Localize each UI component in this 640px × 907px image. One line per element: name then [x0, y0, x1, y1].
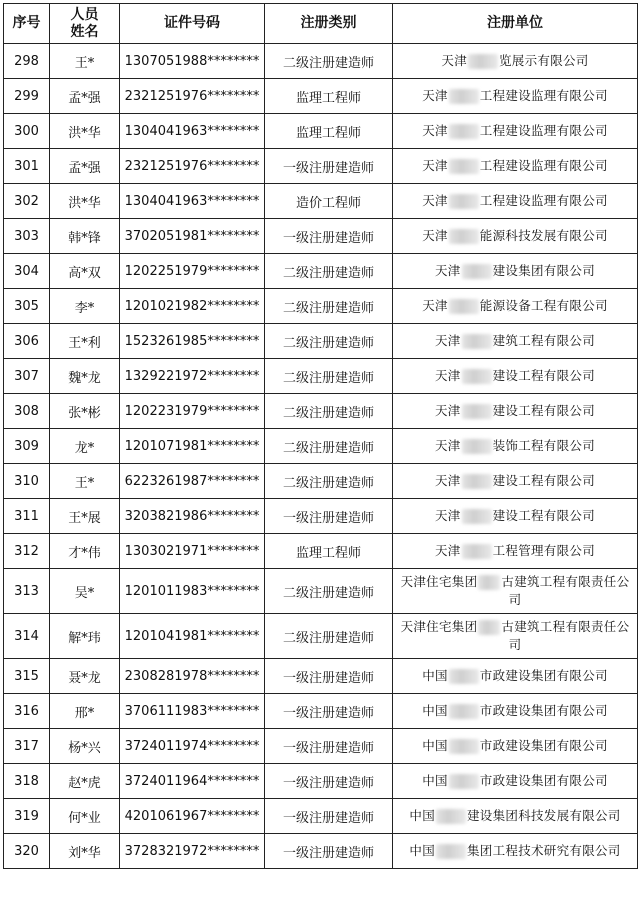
- unit-prefix: 天津: [434, 543, 461, 558]
- category-cell: 一级注册建造师: [265, 799, 393, 834]
- id-cell: 1304041963********: [120, 184, 265, 219]
- unit-suffix: 集团工程技术研究有限公司: [467, 843, 621, 858]
- name-cell: 龙*: [50, 429, 120, 464]
- unit-prefix: 天津住宅集团: [400, 574, 478, 589]
- unit-cell: [393, 394, 638, 429]
- unit-suffix: 工程建设监理有限公司: [479, 88, 608, 103]
- unit-cell: [393, 534, 638, 569]
- unit-prefix: 天津: [434, 333, 461, 348]
- unit-cell: [393, 79, 638, 114]
- table-row: [4, 499, 638, 534]
- unit-prefix: 天津: [441, 53, 467, 68]
- name-cell: 王*展: [50, 499, 120, 534]
- header-unit: 注册单位: [393, 4, 638, 44]
- unit-cell: [393, 149, 638, 184]
- category-cell: 一级注册建造师: [265, 764, 393, 799]
- redaction-blur: [468, 54, 498, 69]
- unit-prefix: 天津住宅集团: [400, 619, 478, 634]
- name-cell: 洪*华: [50, 114, 120, 149]
- id-cell: 2308281978********: [120, 659, 265, 694]
- seq-cell: 298: [4, 44, 50, 79]
- seq-cell: 309: [4, 429, 50, 464]
- id-cell: 1202231979********: [120, 394, 265, 429]
- unit-suffix: 览展示有限公司: [499, 53, 589, 68]
- redaction-blur: [462, 369, 492, 384]
- table-row: [4, 764, 638, 799]
- redaction-blur: [449, 159, 479, 174]
- redaction-blur: [449, 739, 479, 754]
- id-cell: 3728321972********: [120, 834, 265, 869]
- unit-cell: [393, 254, 638, 289]
- category-cell: 一级注册建造师: [265, 659, 393, 694]
- table-row: [4, 79, 638, 114]
- redaction-blur: [449, 704, 479, 719]
- id-cell: 1303021971********: [120, 534, 265, 569]
- seq-cell: 300: [4, 114, 50, 149]
- seq-cell: 306: [4, 324, 50, 359]
- name-cell: 韩*锋: [50, 219, 120, 254]
- name-cell: 解*玮: [50, 614, 120, 659]
- id-cell: 4201061967********: [120, 799, 265, 834]
- category-cell: 监理工程师: [265, 79, 393, 114]
- unit-suffix: 建设集团有限公司: [492, 263, 595, 278]
- table-row: [4, 729, 638, 764]
- name-cell: 王*: [50, 464, 120, 499]
- seq-cell: 319: [4, 799, 50, 834]
- seq-cell: 313: [4, 569, 50, 614]
- id-cell: 1329221972********: [120, 359, 265, 394]
- id-cell: 6223261987********: [120, 464, 265, 499]
- seq-cell: 320: [4, 834, 50, 869]
- unit-suffix: 古建筑工程有限责任公司: [501, 619, 630, 652]
- table-row: [4, 149, 638, 184]
- name-cell: 王*利: [50, 324, 120, 359]
- id-cell: 2321251976********: [120, 149, 265, 184]
- id-cell: 1201021982********: [120, 289, 265, 324]
- category-cell: 二级注册建造师: [265, 464, 393, 499]
- registration-table-sheet: [3, 3, 637, 869]
- category-cell: 二级注册建造师: [265, 324, 393, 359]
- unit-cell: [393, 569, 638, 614]
- category-cell: 二级注册建造师: [265, 429, 393, 464]
- name-cell: 孟*强: [50, 79, 120, 114]
- redaction-blur: [449, 89, 479, 104]
- header-id: 证件号码: [120, 4, 265, 44]
- unit-prefix: 天津: [422, 193, 448, 208]
- unit-suffix: 建设工程有限公司: [492, 368, 595, 383]
- seq-cell: 312: [4, 534, 50, 569]
- seq-cell: 311: [4, 499, 50, 534]
- unit-prefix: 天津: [434, 403, 461, 418]
- table-row: [4, 659, 638, 694]
- unit-prefix: 中国: [422, 773, 448, 788]
- seq-cell: 310: [4, 464, 50, 499]
- unit-cell: [393, 44, 638, 79]
- id-cell: 1304041963********: [120, 114, 265, 149]
- name-cell: 洪*华: [50, 184, 120, 219]
- table-row: [4, 359, 638, 394]
- table-row: [4, 799, 638, 834]
- header-category: 注册类别: [265, 4, 393, 44]
- name-cell: 李*: [50, 289, 120, 324]
- unit-prefix: 中国: [409, 843, 435, 858]
- category-cell: 一级注册建造师: [265, 219, 393, 254]
- table-row: [4, 534, 638, 569]
- category-cell: 一级注册建造师: [265, 149, 393, 184]
- name-cell: 高*双: [50, 254, 120, 289]
- unit-suffix: 装饰工程有限公司: [492, 438, 595, 453]
- category-cell: 造价工程师: [265, 184, 393, 219]
- redaction-blur: [462, 334, 492, 349]
- table-row: [4, 44, 638, 79]
- name-cell: 王*: [50, 44, 120, 79]
- table-row: [4, 289, 638, 324]
- table-row: [4, 254, 638, 289]
- unit-suffix: 能源设备工程有限公司: [479, 298, 608, 313]
- table-row: [4, 429, 638, 464]
- seq-cell: 317: [4, 729, 50, 764]
- id-cell: 1201041981********: [120, 614, 265, 659]
- unit-cell: [393, 289, 638, 324]
- table-row: [4, 694, 638, 729]
- id-cell: 1201071981********: [120, 429, 265, 464]
- id-cell: 3702051981********: [120, 219, 265, 254]
- unit-prefix: 天津: [434, 438, 461, 453]
- redaction-blur: [462, 544, 492, 559]
- unit-prefix: 天津: [422, 298, 448, 313]
- seq-cell: 314: [4, 614, 50, 659]
- seq-cell: 307: [4, 359, 50, 394]
- category-cell: 二级注册建造师: [265, 359, 393, 394]
- seq-cell: 308: [4, 394, 50, 429]
- unit-cell: [393, 729, 638, 764]
- redaction-blur: [449, 194, 479, 209]
- table-row: [4, 114, 638, 149]
- unit-cell: [393, 114, 638, 149]
- name-cell: 赵*虎: [50, 764, 120, 799]
- name-cell: 魏*龙: [50, 359, 120, 394]
- category-cell: 一级注册建造师: [265, 499, 393, 534]
- redaction-blur: [478, 575, 500, 590]
- unit-prefix: 天津: [422, 88, 448, 103]
- redaction-blur: [462, 509, 492, 524]
- redaction-blur: [436, 844, 466, 859]
- redaction-blur: [449, 124, 479, 139]
- id-cell: 1202251979********: [120, 254, 265, 289]
- unit-prefix: 天津: [434, 508, 461, 523]
- unit-prefix: 天津: [422, 228, 448, 243]
- table-row: [4, 219, 638, 254]
- table-row: [4, 324, 638, 359]
- id-cell: 1201011983********: [120, 569, 265, 614]
- redaction-blur: [449, 299, 479, 314]
- unit-suffix: 古建筑工程有限责任公司: [501, 574, 630, 607]
- unit-prefix: 天津: [434, 368, 461, 383]
- category-cell: 二级注册建造师: [265, 254, 393, 289]
- unit-prefix: 中国: [409, 808, 435, 823]
- header-name-line2: 姓名: [70, 23, 99, 40]
- name-cell: 张*彬: [50, 394, 120, 429]
- table-row: [4, 394, 638, 429]
- seq-cell: 315: [4, 659, 50, 694]
- seq-cell: 302: [4, 184, 50, 219]
- unit-cell: [393, 614, 638, 659]
- unit-cell: [393, 694, 638, 729]
- unit-cell: [393, 359, 638, 394]
- unit-suffix: 建设工程有限公司: [492, 403, 595, 418]
- name-cell: 何*业: [50, 799, 120, 834]
- redaction-blur: [462, 439, 492, 454]
- id-cell: 1523261985********: [120, 324, 265, 359]
- id-cell: 3724011964********: [120, 764, 265, 799]
- header-seq: 序号: [4, 4, 50, 44]
- unit-suffix: 建设工程有限公司: [492, 473, 595, 488]
- unit-prefix: 天津: [422, 123, 448, 138]
- seq-cell: 299: [4, 79, 50, 114]
- category-cell: 二级注册建造师: [265, 44, 393, 79]
- unit-suffix: 工程建设监理有限公司: [479, 193, 608, 208]
- unit-cell: [393, 499, 638, 534]
- unit-cell: [393, 324, 638, 359]
- table-row: [4, 184, 638, 219]
- unit-suffix: 市政建设集团有限公司: [479, 703, 608, 718]
- seq-cell: 301: [4, 149, 50, 184]
- category-cell: 监理工程师: [265, 114, 393, 149]
- id-cell: 1307051988********: [120, 44, 265, 79]
- name-cell: 才*伟: [50, 534, 120, 569]
- unit-prefix: 天津: [434, 473, 461, 488]
- header-name-line1: 人员: [70, 6, 99, 23]
- registration-table: [3, 3, 638, 869]
- category-cell: 二级注册建造师: [265, 289, 393, 324]
- table-row: [4, 569, 638, 614]
- table-row: [4, 834, 638, 869]
- unit-suffix: 建设集团科技发展有限公司: [467, 808, 621, 823]
- unit-prefix: 天津: [422, 158, 448, 173]
- redaction-blur: [462, 404, 492, 419]
- unit-cell: [393, 184, 638, 219]
- unit-prefix: 天津: [434, 263, 461, 278]
- unit-cell: [393, 659, 638, 694]
- unit-prefix: 中国: [422, 738, 448, 753]
- unit-suffix: 工程建设监理有限公司: [479, 158, 608, 173]
- unit-suffix: 能源科技发展有限公司: [479, 228, 608, 243]
- id-cell: 3724011974********: [120, 729, 265, 764]
- redaction-blur: [462, 474, 492, 489]
- unit-cell: [393, 764, 638, 799]
- unit-suffix: 市政建设集团有限公司: [479, 668, 608, 683]
- category-cell: 二级注册建造师: [265, 614, 393, 659]
- redaction-blur: [436, 809, 466, 824]
- seq-cell: 303: [4, 219, 50, 254]
- category-cell: 监理工程师: [265, 534, 393, 569]
- unit-cell: [393, 464, 638, 499]
- redaction-blur: [478, 620, 500, 635]
- unit-suffix: 工程管理有限公司: [492, 543, 595, 558]
- header-name: [50, 4, 120, 44]
- unit-cell: [393, 219, 638, 254]
- id-cell: 3706111983********: [120, 694, 265, 729]
- seq-cell: 304: [4, 254, 50, 289]
- unit-cell: [393, 429, 638, 464]
- category-cell: 一级注册建造师: [265, 729, 393, 764]
- table-body: [4, 44, 638, 869]
- category-cell: 一级注册建造师: [265, 694, 393, 729]
- category-cell: 二级注册建造师: [265, 569, 393, 614]
- unit-suffix: 建设工程有限公司: [492, 508, 595, 523]
- seq-cell: 318: [4, 764, 50, 799]
- id-cell: 2321251976********: [120, 79, 265, 114]
- table-row: [4, 614, 638, 659]
- name-cell: 邢*: [50, 694, 120, 729]
- unit-cell: [393, 799, 638, 834]
- unit-suffix: 建筑工程有限公司: [492, 333, 595, 348]
- name-cell: 吴*: [50, 569, 120, 614]
- redaction-blur: [449, 669, 479, 684]
- name-cell: 孟*强: [50, 149, 120, 184]
- unit-prefix: 中国: [422, 703, 448, 718]
- unit-prefix: 中国: [422, 668, 448, 683]
- unit-suffix: 市政建设集团有限公司: [479, 738, 608, 753]
- redaction-blur: [462, 264, 492, 279]
- unit-cell: [393, 834, 638, 869]
- redaction-blur: [449, 774, 479, 789]
- seq-cell: 305: [4, 289, 50, 324]
- id-cell: 3203821986********: [120, 499, 265, 534]
- redaction-blur: [449, 229, 479, 244]
- category-cell: 二级注册建造师: [265, 394, 393, 429]
- seq-cell: 316: [4, 694, 50, 729]
- name-cell: 聂*龙: [50, 659, 120, 694]
- table-row: [4, 464, 638, 499]
- category-cell: 一级注册建造师: [265, 834, 393, 869]
- name-cell: 刘*华: [50, 834, 120, 869]
- unit-suffix: 市政建设集团有限公司: [479, 773, 608, 788]
- table-header-row: [4, 4, 638, 44]
- unit-suffix: 工程建设监理有限公司: [479, 123, 608, 138]
- name-cell: 杨*兴: [50, 729, 120, 764]
